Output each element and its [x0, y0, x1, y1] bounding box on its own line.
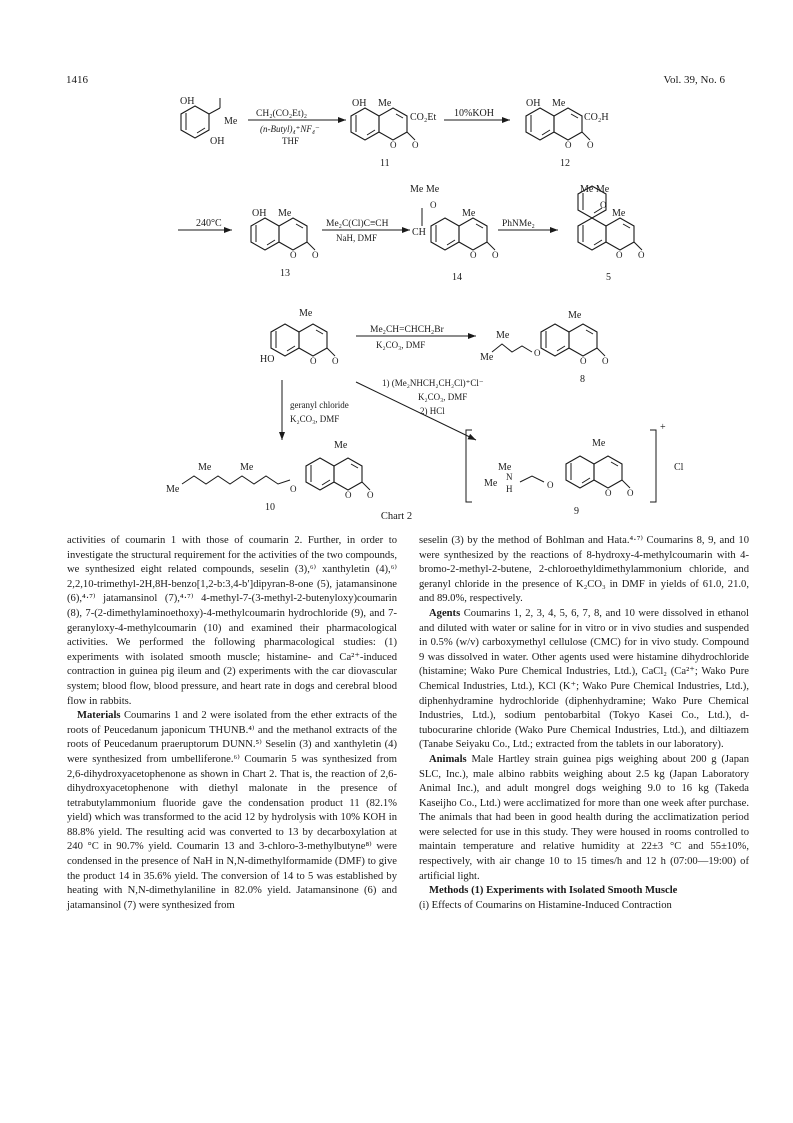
- compound-number: 9: [574, 506, 579, 517]
- oxygen-label: O: [587, 140, 594, 150]
- nitrogen-label: N: [506, 472, 513, 482]
- methyl-label: Me: [240, 462, 254, 473]
- methyl-label: Me: [552, 98, 566, 109]
- methyl-label: Me: [166, 484, 180, 495]
- oxygen-label: O: [565, 140, 572, 150]
- oxygen-label: O: [310, 356, 317, 366]
- compound-13: [251, 208, 319, 279]
- oxygen-label: O: [627, 488, 634, 498]
- reaction-scheme: [60, 90, 740, 530]
- oxygen-label: O: [390, 140, 397, 150]
- methyl-label: Me: [480, 352, 494, 363]
- body-paragraph: [419, 607, 749, 753]
- reaction-arrow: [356, 382, 476, 440]
- counterion-label: Cl: [674, 462, 684, 473]
- compound-number: 8: [580, 374, 585, 385]
- oxygen-label: O: [534, 348, 541, 358]
- compound-number: 12: [560, 158, 570, 169]
- figure-caption: Chart 2: [380, 511, 413, 522]
- reagent-text: K₂CO₃, DMF: [418, 392, 468, 402]
- oxygen-label: O: [332, 356, 339, 366]
- compound-number: 14: [452, 272, 462, 283]
- oxygen-label: O: [600, 200, 607, 210]
- reagent-text: 1) (Me₂NHCH₂CH₂Cl)⁺Cl⁻: [382, 378, 484, 388]
- methyl-label: Me: [378, 98, 392, 109]
- section-heading: Materials: [77, 710, 121, 722]
- methyl-label: Me: [496, 330, 510, 341]
- reagent-text: K₂CO₃, DMF: [290, 414, 340, 424]
- oxygen-label: O: [580, 356, 587, 366]
- hydroxyl-label: OH: [210, 136, 225, 147]
- subsection-heading: (i) Effects of Coumarins on Histamine-Induced Contraction: [419, 899, 672, 911]
- oxygen-label: O: [547, 480, 554, 490]
- reagent-text: Me₂C(Cl)C≡CH: [326, 219, 389, 229]
- hydroxyl-label: HO: [260, 354, 275, 365]
- compound-10: [166, 440, 374, 513]
- hydroxyl-label: OH: [526, 98, 541, 109]
- oxygen-label: O: [412, 140, 419, 150]
- body-paragraph: activities of coumarin 1 with those of coumarin 2. Further, in order to investigate the structural requirement for the activities of the two compounds, we synthesized eight related compounds, seselin (3),⁶⁾ xanthyletin (4),⁶⁾ 2,2,10-trimethyl-2H,8H-benzo[1,2-b:3,4-b′]dipyran-8-one (5), jatamansinone (6),⁴·⁷⁾ jatamansinol (7),⁴·⁷⁾ 4-methyl-7-(3-methyl-2-butenyloxy)coumarin (8), 7-(2-dimethylaminoethoxy)-4-methylcoumarin hydrochloride (9), and 7-geranyloxy-4-methylcoumarin (10) and examined their pharmacological activities. We performed the following pharmacological studies: (1) experiments with isolated smooth muscle; histamine- and Ca²⁺-induced contraction in guinea pig ileum and (2) experiments with the car diovascular system; blood flow, blood pressure, and heart rate in dogs and cerebral blood flow in rabbits.: [67, 535, 397, 707]
- oxygen-label: O: [312, 250, 319, 260]
- compound-number: 13: [280, 268, 290, 279]
- reagent-text: 10%KOH: [454, 108, 494, 119]
- compound-12: [526, 98, 609, 169]
- methyl-label: Me: [278, 208, 292, 219]
- reagent-text: THF: [282, 136, 300, 146]
- methyl-label: Me: [462, 208, 476, 219]
- compound-start: [180, 96, 238, 147]
- dimethyl-label: Me Me: [410, 184, 440, 195]
- reagent-text: Me₂CH=CHCH₂Br: [370, 325, 444, 335]
- oxygen-label: O: [638, 250, 645, 260]
- reagent-text: PhNMe₂: [502, 219, 535, 229]
- hydroxyl-label: OH: [180, 96, 195, 107]
- compound-number: 11: [380, 158, 390, 169]
- acid-label: CO₂H: [584, 112, 609, 123]
- oxygen-label: O: [430, 200, 437, 210]
- charge-label: +: [660, 422, 666, 433]
- oxygen-label: O: [616, 250, 623, 260]
- dimethyl-label: Me Me: [580, 184, 610, 195]
- alkyne-label: CH: [412, 227, 426, 238]
- left-column: [67, 534, 397, 913]
- methyl-label: Me: [592, 438, 606, 449]
- oxygen-label: O: [367, 490, 374, 500]
- paragraph-text: Coumarins 1 and 2 were isolated from the ether extracts of the roots of Peucedanum japonicum THUNB.⁴⁾ and the methanol extracts of the roots of Peucedanum praeruptorum DUNN.⁵⁾ Seselin (3) and xanthyletin (4) were synthesized from umbelliferone.⁶⁾ Coumarin 5 was synthesized from 2,6-dihydroxyacetophenone as shown in Chart 2. That is, the reaction of 2,6-dihydroxyacetophenone with diethyl malonate in the presence of tetrabutylammonium fluoride gave the condensation product 11 (82.1% yield) which was transformed to the acid 12 by hydrolysis with 10% KOH in 88.8% yield. The resulting acid was converted to 13 by decarboxylation at 240 °C in 90.7% yield. Coumarin 13 and 3-chloro-3-methylbutyne⁸⁾ were condensed in the presence of NaH in N,N-dimethylformamide (DMF) to give the product 14 in 35.6% yield. The conversion of 14 to 5 was established by heating with N,N-dimethylaniline in 82.0% yield. Jatamansinone (6) and jatamansinol (7) were synthesized from: [67, 710, 397, 911]
- methyl-label: Me: [299, 308, 313, 319]
- methyl-label: Me: [568, 310, 582, 321]
- oxygen-label: O: [345, 490, 352, 500]
- compound-number: 5: [606, 272, 611, 283]
- reagent-text: 2) HCl: [420, 406, 445, 416]
- oxygen-label: O: [470, 250, 477, 260]
- oxygen-label: O: [605, 488, 612, 498]
- temperature-label: 240°C: [196, 218, 222, 229]
- body-paragraph: seselin (3) by the method of Bohlman and Hata.⁴·⁷⁾ Coumarins 8, 9, and 10 were synthesized by the reactions of 8-hydroxy-4-methylcoumarin with 4-bromo-2-methyl-2-butene, 2-chloroethyldimethylammonium chloride, and geranyl chloride in the presence of K₂CO₃ in DMF in yields of 61.0, 21.0, and 89.0%, respectively.: [419, 535, 749, 605]
- compound-5: [578, 184, 645, 283]
- reagent-text: (n-Butyl)₄⁺NF₄⁻: [260, 124, 320, 134]
- oxygen-label: O: [602, 356, 609, 366]
- right-column: [419, 534, 749, 913]
- oxygen-label: O: [492, 250, 499, 260]
- methyl-label: Me: [498, 462, 512, 473]
- oxygen-label: O: [290, 250, 297, 260]
- compound-number: 10: [265, 502, 275, 513]
- methyl-label: Me: [612, 208, 626, 219]
- body-paragraph: [67, 709, 397, 913]
- section-heading: Methods (1) Experiments with Isolated Smooth Muscle: [429, 885, 678, 897]
- compound-8: [480, 310, 609, 385]
- compound-11: [351, 98, 436, 169]
- methyl-label: Me: [484, 478, 498, 489]
- methyl-label: Me: [198, 462, 212, 473]
- section-heading: Animals: [429, 753, 467, 765]
- section-heading: Agents: [429, 607, 461, 619]
- hydroxyl-label: OH: [352, 98, 367, 109]
- methyl-label: Me: [224, 116, 238, 127]
- ester-label: CO₂Et: [410, 112, 437, 123]
- body-paragraph: [419, 753, 749, 884]
- reagent-text: NaH, DMF: [336, 233, 378, 243]
- paragraph-text: Coumarins 1, 2, 3, 4, 5, 6, 7, 8, and 10 were dissolved in ethanol and diluted with water or saline for in vitro or in vivo studies and suspended in 0.5% (w/v) carboxymethyl cellulose (CMC) for in vivo study. Compound 9 was dissolved in water. Other agents used were histamine dihydrochloride (histamine; Wako Pure Chemical Industries, Ltd.), CaCl₂ (Ca²⁺; Wako Pure Chemical Industries, Ltd.), KCl (K⁺; Wako Pure Chemical Industries, Ltd.), diphenhydramine hydrochloride (diphenhydramine; Wako Pure Chemical Industries, Ltd.), sodium pentobarbital (Tokyo Kasei Co., Ltd.), d-tubocurarine chloride (Wako Pure Chemical Industries, Ltd.), and diltiazem (Tanabe Seiyaku Co., Ltd.; extracted from the tablets in our laboratory).: [419, 607, 749, 751]
- reagent-text: geranyl chloride: [290, 400, 349, 410]
- compound-14: [410, 184, 499, 283]
- hydrogen-label: H: [506, 484, 513, 494]
- paragraph-text: Male Hartley strain guinea pigs weighing about 200 g (Japan SLC, Inc.), male albino rabbits weighing about 2.5 kg (Japan Laboratory Animal Inc.), and adult mongrel dogs weighing 9.0 to 16 kg (Takeda Kaseijho Co., Ltd.) were acclimatized for more than one week after purchase. The animals that had been in good health during the acclimatization period were selected for use in this study. They were housed in rooms controlled to maintain temperature and relative humidity at 22±3 °C and 55±10%, respectively, with air change 10 to 15 times/h and 12 h (07:00—19:00) of artificial light.: [419, 753, 749, 882]
- compound-9: [466, 422, 684, 517]
- page-number: 1416: [66, 74, 88, 86]
- hydroxyl-label: OH: [252, 208, 267, 219]
- compound-hydroxy-methylcoumarin: [260, 308, 339, 366]
- oxygen-label: O: [290, 484, 297, 494]
- reagent-text: K₂CO₃, DMF: [376, 340, 426, 350]
- methyl-label: Me: [334, 440, 348, 451]
- reagent-text: CH₂(CO₂Et)₂: [256, 109, 308, 119]
- journal-volume: Vol. 39, No. 6: [663, 74, 725, 86]
